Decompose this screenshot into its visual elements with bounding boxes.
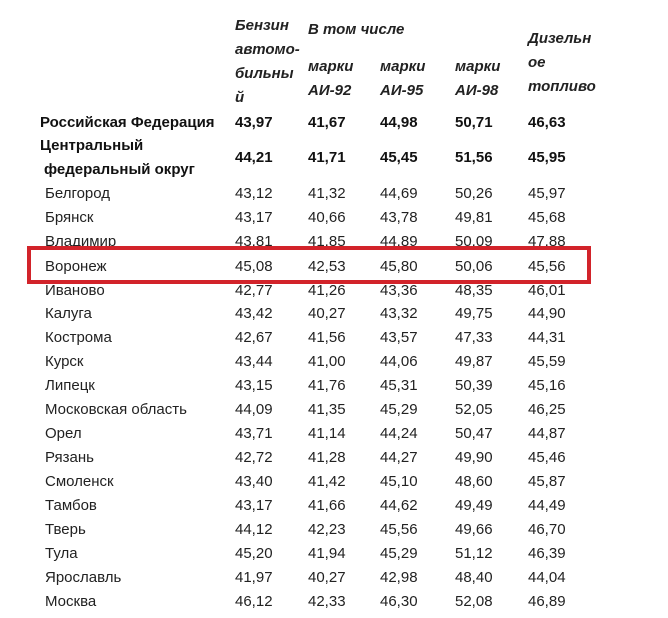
table-row <box>30 134 610 182</box>
row-name: Рязань <box>45 449 94 466</box>
row-name: Воронеж <box>45 258 107 275</box>
row-name: Тула <box>45 545 78 562</box>
cell-ai92: 41,85 <box>308 233 346 250</box>
cell-ai95: 45,45 <box>380 149 418 166</box>
cell-gasoline: 43,17 <box>235 209 273 226</box>
cell-gasoline: 46,12 <box>235 593 273 610</box>
cell-gasoline: 45,08 <box>235 258 273 275</box>
cell-gasoline: 43,42 <box>235 305 273 322</box>
cell-gasoline: 42,77 <box>235 282 273 299</box>
cell-ai92: 40,27 <box>308 305 346 322</box>
cell-ai98: 50,26 <box>455 185 493 202</box>
cell-ai98: 52,05 <box>455 401 493 418</box>
header-diesel <box>528 27 608 99</box>
cell-ai98: 50,39 <box>455 377 493 394</box>
row-name: Московская область <box>45 401 187 418</box>
cell-ai98: 50,06 <box>455 258 493 275</box>
header-ai98-line: АИ-98 <box>455 82 499 99</box>
cell-ai95: 46,30 <box>380 593 418 610</box>
row-name: Белгород <box>45 185 111 202</box>
cell-ai95: 44,27 <box>380 449 418 466</box>
table-row <box>30 182 610 206</box>
header-ai95 <box>380 55 442 103</box>
cell-gasoline: 43,97 <box>235 114 273 131</box>
cell-ai98: 50,09 <box>455 233 493 250</box>
cell-diesel: 46,89 <box>528 593 566 610</box>
row-name: Орел <box>45 425 82 442</box>
cell-gasoline: 45,20 <box>235 545 273 562</box>
table-row <box>30 494 610 518</box>
cell-diesel: 45,97 <box>528 185 566 202</box>
table-row <box>30 111 610 135</box>
table-row <box>30 374 610 398</box>
table-row <box>30 470 610 494</box>
table-row <box>30 326 610 350</box>
row-name: Москва <box>45 593 97 610</box>
cell-ai95: 43,57 <box>380 329 418 346</box>
cell-ai98: 51,56 <box>455 149 493 166</box>
cell-ai92: 41,26 <box>308 282 346 299</box>
row-name: Владимир <box>45 233 117 250</box>
row-name: Иваново <box>45 282 105 299</box>
cell-diesel: 46,25 <box>528 401 566 418</box>
cell-ai95: 43,78 <box>380 209 418 226</box>
header-ai92-line: марки <box>308 58 354 75</box>
cell-gasoline: 43,71 <box>235 425 273 442</box>
header-diesel-line: топливо <box>528 78 596 95</box>
cell-diesel: 46,70 <box>528 521 566 538</box>
cell-diesel: 46,01 <box>528 282 566 299</box>
cell-diesel: 44,31 <box>528 329 566 346</box>
cell-ai92: 41,14 <box>308 425 346 442</box>
header-gasoline-line: бильны <box>235 65 294 82</box>
cell-ai98: 49,75 <box>455 305 493 322</box>
row-name: Ярославль <box>45 569 122 586</box>
cell-ai95: 45,31 <box>380 377 418 394</box>
header-ai95-line: марки <box>380 58 426 75</box>
cell-ai92: 41,94 <box>308 545 346 562</box>
header-ai98 <box>455 55 517 103</box>
cell-ai95: 44,24 <box>380 425 418 442</box>
cell-gasoline: 44,21 <box>235 149 273 166</box>
table-row <box>30 446 610 470</box>
table-row <box>30 518 610 542</box>
cell-ai98: 49,49 <box>455 497 493 514</box>
table-row <box>30 206 610 230</box>
cell-diesel: 45,56 <box>528 258 566 275</box>
row-name: Калуга <box>45 305 92 322</box>
row-name: Тверь <box>45 521 86 538</box>
row-name: Российская Федерация <box>40 114 215 131</box>
cell-ai95: 44,62 <box>380 497 418 514</box>
cell-ai92: 41,32 <box>308 185 346 202</box>
cell-gasoline: 41,97 <box>235 569 273 586</box>
cell-ai92: 40,66 <box>308 209 346 226</box>
cell-ai92: 41,35 <box>308 401 346 418</box>
cell-ai92: 42,53 <box>308 258 346 275</box>
header-ai92 <box>308 55 370 103</box>
cell-diesel: 47,88 <box>528 233 566 250</box>
cell-ai98: 49,66 <box>455 521 493 538</box>
cell-ai95: 45,10 <box>380 473 418 490</box>
header-diesel-line: Дизельн <box>528 30 592 47</box>
cell-ai98: 48,35 <box>455 282 493 299</box>
header-ai98-line: марки <box>455 58 501 75</box>
cell-gasoline: 43,17 <box>235 497 273 514</box>
cell-gasoline: 43,12 <box>235 185 273 202</box>
highlight-frame <box>27 246 591 284</box>
cell-ai98: 51,12 <box>455 545 493 562</box>
cell-ai98: 49,81 <box>455 209 493 226</box>
cell-diesel: 44,04 <box>528 569 566 586</box>
header-ai95-line: АИ-95 <box>380 82 424 99</box>
cell-ai98: 50,71 <box>455 114 493 131</box>
row-name-line: федеральный округ <box>44 161 195 178</box>
cell-diesel: 46,63 <box>528 114 566 131</box>
cell-gasoline: 43,81 <box>235 233 273 250</box>
cell-gasoline: 42,72 <box>235 449 273 466</box>
cell-ai95: 43,32 <box>380 305 418 322</box>
header-gasoline-line: автомо- <box>235 41 300 58</box>
cell-ai92: 41,76 <box>308 377 346 394</box>
row-name-line: Центральный <box>40 137 144 154</box>
cell-ai95: 44,89 <box>380 233 418 250</box>
cell-ai98: 49,87 <box>455 353 493 370</box>
row-name <box>40 134 240 182</box>
cell-diesel: 46,39 <box>528 545 566 562</box>
header-diesel-line: ое <box>528 54 546 71</box>
cell-gasoline: 44,09 <box>235 401 273 418</box>
cell-ai92: 41,71 <box>308 149 346 166</box>
table-row <box>30 350 610 374</box>
cell-ai92: 42,23 <box>308 521 346 538</box>
header-gasoline-line: Бензин <box>235 17 289 34</box>
cell-diesel: 45,95 <box>528 149 566 166</box>
cell-ai98: 52,08 <box>455 593 493 610</box>
cell-gasoline: 43,40 <box>235 473 273 490</box>
cell-ai95: 44,06 <box>380 353 418 370</box>
cell-diesel: 45,68 <box>528 209 566 226</box>
cell-gasoline: 42,67 <box>235 329 273 346</box>
cell-ai95: 43,36 <box>380 282 418 299</box>
table-row <box>30 542 610 566</box>
cell-ai92: 41,67 <box>308 114 346 131</box>
row-name: Смоленск <box>45 473 114 490</box>
cell-gasoline: 43,15 <box>235 377 273 394</box>
cell-ai98: 48,40 <box>455 569 493 586</box>
cell-ai95: 44,98 <box>380 114 418 131</box>
cell-ai92: 40,27 <box>308 569 346 586</box>
cell-ai95: 45,56 <box>380 521 418 538</box>
row-name: Курск <box>45 353 84 370</box>
cell-ai98: 47,33 <box>455 329 493 346</box>
cell-ai95: 45,29 <box>380 401 418 418</box>
cell-ai95: 45,29 <box>380 545 418 562</box>
header-gasoline <box>235 14 305 110</box>
header-gasoline-line: й <box>235 89 245 106</box>
cell-ai92: 42,33 <box>308 593 346 610</box>
row-name: Липецк <box>45 377 95 394</box>
cell-ai92: 41,42 <box>308 473 346 490</box>
cell-diesel: 44,90 <box>528 305 566 322</box>
cell-ai95: 45,80 <box>380 258 418 275</box>
cell-ai92: 41,28 <box>308 449 346 466</box>
table-row <box>30 590 610 614</box>
cell-ai98: 48,60 <box>455 473 493 490</box>
row-name: Кострома <box>45 329 112 346</box>
cell-ai95: 44,69 <box>380 185 418 202</box>
header-ai92-line: АИ-92 <box>308 82 352 99</box>
table-row <box>30 398 610 422</box>
cell-diesel: 45,46 <box>528 449 566 466</box>
row-name: Тамбов <box>45 497 97 514</box>
cell-ai92: 41,66 <box>308 497 346 514</box>
cell-ai92: 41,00 <box>308 353 346 370</box>
table-row <box>30 566 610 590</box>
cell-diesel: 44,87 <box>528 425 566 442</box>
row-name: Брянск <box>45 209 94 226</box>
header-including: В том числе <box>308 21 405 38</box>
cell-diesel: 45,87 <box>528 473 566 490</box>
cell-ai92: 41,56 <box>308 329 346 346</box>
cell-diesel: 45,16 <box>528 377 566 394</box>
cell-ai98: 49,90 <box>455 449 493 466</box>
cell-diesel: 44,49 <box>528 497 566 514</box>
table-row <box>30 302 610 326</box>
cell-gasoline: 44,12 <box>235 521 273 538</box>
cell-ai98: 50,47 <box>455 425 493 442</box>
cell-ai95: 42,98 <box>380 569 418 586</box>
table-row <box>30 422 610 446</box>
cell-diesel: 45,59 <box>528 353 566 370</box>
cell-gasoline: 43,44 <box>235 353 273 370</box>
